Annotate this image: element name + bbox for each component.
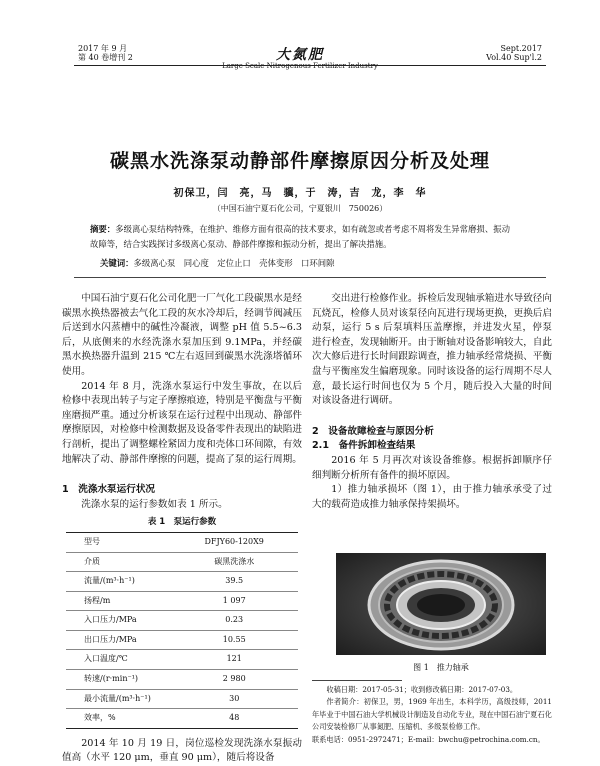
param-name: 效率，%	[66, 709, 170, 729]
thrust-bearing-figure	[336, 553, 546, 655]
footnote-contact: 联系电话：0951-2972471；E-mail：bwchu@petrochina.com.cn。	[312, 734, 545, 744]
param-name: 转速/(r·min⁻¹)	[66, 670, 170, 690]
param-name: 最小流量/(m³·h⁻¹)	[66, 689, 170, 709]
footnote-rule	[312, 680, 402, 681]
journal-name-en: Large Scale Nitrogenous Fertilizer Industry	[222, 62, 378, 70]
keywords	[100, 257, 510, 269]
abstract-divider	[74, 277, 546, 278]
section-2-1-paragraph-2: 1）推力轴承损坏（图 1），由于推力轴承承受了过大的载荷造成推力轴承保持架损坏。	[312, 484, 552, 510]
section-1-heading: 1 洗涤水泵运行状况	[62, 484, 156, 496]
param-value: 121	[170, 650, 298, 670]
section-2-heading: 2 设备故障检查与原因分析	[312, 425, 434, 437]
article-affiliation: （中国石油宁夏石化公司，宁夏银川 750026）	[212, 204, 388, 213]
header-right	[486, 44, 542, 62]
param-value: DFJY60-120X9	[170, 532, 298, 552]
abstract-label: 摘要：	[90, 224, 116, 234]
header-rule	[74, 65, 546, 66]
table-row	[66, 611, 298, 631]
left-column	[62, 292, 302, 766]
abstract-text: 多级离心泵结构特殊，在维护、维修方面有很高的技术要求，如有疏忽或者考虑不周将发生异常磨损、振动故障等，结合实践探讨多级离心泵动、静部件摩擦和振动分析，提出了解决措施。	[90, 224, 510, 249]
param-value: 10.55	[170, 630, 298, 650]
param-value: 1 097	[170, 591, 298, 611]
footnote	[312, 684, 552, 746]
figure-1-caption: 图 1 推力轴承	[413, 663, 469, 672]
continued-paragraph: 交出进行检修作业。拆检后发现轴承箱进水导致径向瓦烧瓦，检修人员对该泵径向瓦进行现场更换，更换后启动泵，运行 5 s 后泵填料压盖摩擦，并进发火星，停泵进行检查，发现轴断开。由于断轴对设备影响较大，自此次大修后进行长时间跟踪调查，推力轴承经常烧损、平衡盘与平衡座发生偏磨现象。同时该设备的运行周期不尽人意，最长运行时间也仅为 5 个月，随后投入大量的时间对该设备进行调研。	[312, 293, 552, 407]
article-authors: 初保卫，闫 亮，马 骥，于 涛，吉 龙，李 华	[173, 188, 427, 199]
page-header	[0, 44, 600, 72]
table-row	[66, 591, 298, 611]
volume-en: Vol.40 Sup'l.2	[486, 53, 542, 62]
table-1-caption: 表 1 泵运行参数	[147, 517, 217, 528]
table-row	[66, 650, 298, 670]
intro-paragraph-2: 2014 年 8 月，洗涤水泵运行中发生事故，在以后检修中表现出转子与定子摩擦痕迹，特别是平衡盘与平衡座磨损严重。通过分析该泵在运行过程中出现动、静部件摩擦原因，对检修中检测数据及设备零件表现出的缺陷进行剖析，提出了调整螺栓紧固力度和壳体口环间隙，有效地解决了动、静部件摩擦的问题，提高了泵的运行周期。	[62, 380, 302, 465]
param-value: 30	[170, 689, 298, 709]
param-name: 入口压力/MPa	[66, 611, 170, 631]
footnote-dates: 收稿日期：2017-05-31；收到修改稿日期：2017-07-03。	[326, 685, 518, 694]
param-value: 2 980	[170, 670, 298, 690]
param-value: 碳黑洗涤水	[170, 552, 298, 572]
right-column	[312, 292, 552, 512]
keywords-text: 多级离心泵 同心度 定位止口 壳体变形 口环间隙	[133, 258, 335, 268]
param-name: 入口温度/℃	[66, 650, 170, 670]
keywords-label: 关键词：	[100, 258, 134, 268]
table-row	[66, 689, 298, 709]
table-row	[66, 670, 298, 690]
table-row	[66, 552, 298, 572]
article-title: 碳黑水洗涤泵动静部件摩擦原因分析及处理	[109, 150, 490, 172]
issue-date-cn: 2017 年 9 月	[78, 44, 128, 53]
param-name: 型号	[66, 532, 170, 552]
param-name: 流量/(m³·h⁻¹)	[66, 572, 170, 592]
pump-parameters-table	[66, 532, 298, 729]
param-value: 48	[170, 709, 298, 729]
section-1-intro: 洗涤水泵的运行参数如表 1 所示。	[81, 498, 228, 510]
table-row	[66, 532, 298, 552]
section-2-1-heading: 2.1 备件拆卸检查结果	[312, 440, 416, 452]
table-row	[66, 709, 298, 729]
param-value: 39.5	[170, 572, 298, 592]
section-1-paragraph: 2014 年 10 月 19 日，岗位巡检发现洗涤水泵振动值高（水平 120 μm，垂直 90 μm），随后将设备	[62, 737, 302, 764]
abstract	[90, 222, 510, 252]
thrust-bearing-photo	[336, 553, 546, 655]
intro-paragraph-1: 中国石油宁夏石化公司化肥一厂气化工段碳黑水是经碳黑水换热器被去气化工段的灰水冷却后，经调节阀减压后送到水闪蒸槽中的碱性冷凝液，调整 pH 值 5.5~6.3 后，从底侧来的水经洗涤水泵加压到 9.1MPa，并经碳黑水换热器升温到 215 ℃左右返回到碳黑水洗涤塔循环使用。	[62, 293, 302, 377]
footnote-bio: 作者简介：初保卫，男，1969 年出生，本科学历，高级技师，2011 年毕业于中国石油大学机械设计制造及自动化专业，现在中国石油宁夏石化公司安装检修厂从事氮肥、压缩机、多级泵检修工作。	[312, 697, 552, 732]
journal-logo: 大氮肥	[276, 47, 324, 63]
section-2-1-paragraph-1: 2016 年 5 月再次对该设备维修。根据拆卸顺序仔细判断分析所有备件的损坏原因。	[312, 454, 552, 481]
issue-date-en: Sept.2017	[500, 44, 542, 53]
table-row	[66, 572, 298, 592]
table-row	[66, 630, 298, 650]
param-name: 出口压力/MPa	[66, 630, 170, 650]
param-name: 介质	[66, 552, 170, 572]
param-value: 0.23	[170, 611, 298, 631]
param-name: 扬程/m	[66, 591, 170, 611]
volume-cn: 第 40 卷增刊 2	[78, 53, 133, 62]
